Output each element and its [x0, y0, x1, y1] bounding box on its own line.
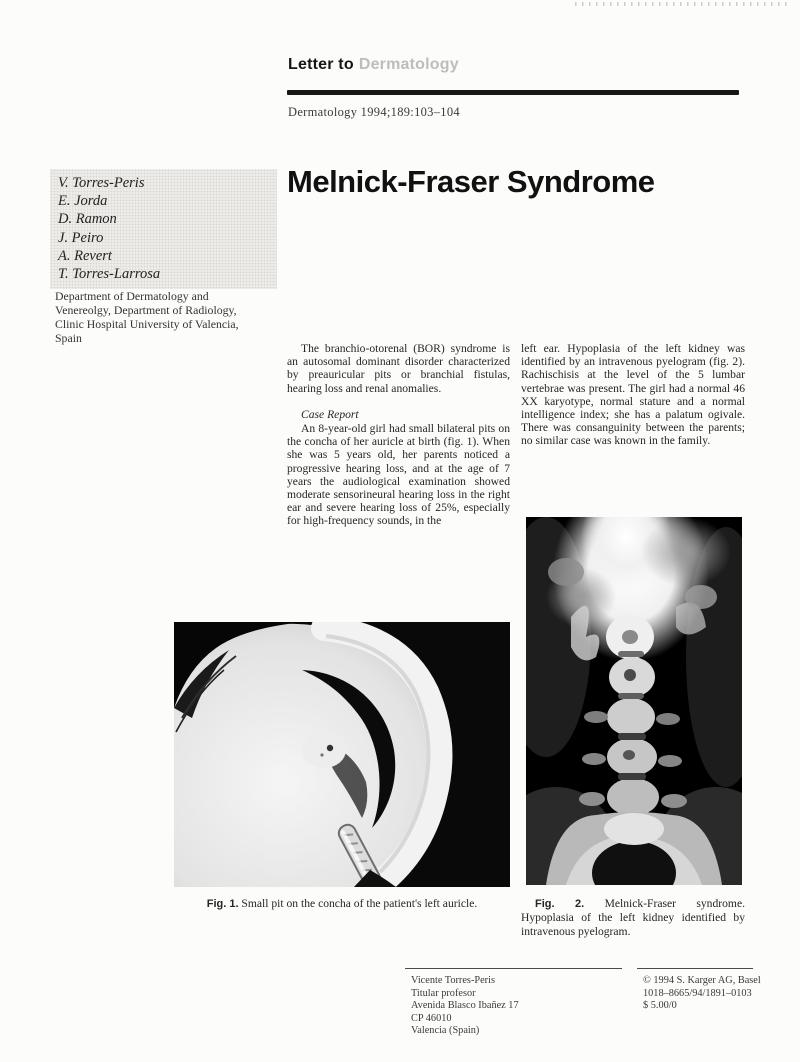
- affiliation-line: Venereolgy, Department of Radiology,: [55, 303, 237, 317]
- author-name: V. Torres-Peris: [58, 175, 145, 191]
- copyright-line: 1018–8665/94/1891–0103: [643, 987, 752, 999]
- ear-pit: [302, 732, 346, 768]
- correspondence-line: CP 46010: [411, 1012, 452, 1024]
- fig1-label: Fig. 1.: [206, 898, 239, 910]
- journal-name-label: Dermatology: [358, 56, 459, 73]
- author-name: T. Torres-Larrosa: [58, 266, 161, 283]
- case-report-heading: Case Report: [301, 407, 359, 421]
- header-rule: [287, 90, 739, 95]
- affiliation-line: Department of Dermatology and: [55, 289, 209, 303]
- correspondence-block: [405, 968, 622, 1038]
- author-name: E. Jorda: [58, 193, 108, 210]
- letter-to-label: Letter to: [288, 56, 354, 73]
- fig2-caption-text: Melnick-Fraser syndrome. Hypoplasia of the left kidney identified by intravenous pyelogram.: [521, 897, 745, 938]
- journal-citation: Dermatology 1994;189:103–104: [288, 105, 460, 119]
- copyright-block: [637, 968, 762, 1013]
- fig1-ear-photo: [174, 622, 510, 887]
- affiliation-line: Spain: [55, 331, 82, 345]
- fig1-caption: [174, 897, 510, 910]
- fig2-xray-image: [526, 517, 742, 885]
- case-report-paragraph: An 8-year-old girl had small bilateral pits on the concha of her auricle at birth (fig. 1). When she was 5 years old, her parents noticed a progressive hearing loss, and at the age of 7 years the audiological examination showed moderate sensorineural hearing loss in the right ear and severe hearing loss of 25%, especially for high-frequency sounds, in the: [287, 422, 510, 528]
- correspondence-line: Valencia (Spain): [411, 1025, 480, 1037]
- fig2-label: Fig. 2.: [535, 898, 585, 910]
- footer-rule: [405, 968, 622, 969]
- intro-paragraph: The branchio-otorenal (BOR) syndrome is an autosomal dominant disorder characterized by preauricular pits or branchial fistulas, hearing loss and renal anomalies.: [287, 342, 510, 395]
- correspondence-line: Avenida Blasco Ibañez 17: [411, 1000, 519, 1012]
- author-name: J. Peiro: [58, 229, 104, 246]
- author-name: D. Ramon: [58, 211, 117, 228]
- fig1-caption-text: Small pit on the concha of the patient's left auricle.: [241, 897, 478, 910]
- copyright-line: © 1994 S. Karger AG, Basel: [643, 975, 761, 986]
- author-list: [50, 169, 277, 289]
- correspondence-line: Vicente Torres-Peris: [411, 975, 495, 986]
- fig2-caption: [521, 897, 745, 938]
- scan-speckle-artifact: [575, 2, 790, 6]
- footer-rule: [637, 968, 753, 969]
- article-title: Melnick-Fraser Syndrome: [287, 164, 655, 199]
- author-name: A. Revert: [58, 247, 112, 264]
- column2-paragraph: left ear. Hypoplasia of the left kidney was identified by an intravenous pyelogram (fig. 2). Rachischisis at the level of the 5 lumbar vertebrae was present. The girl had a normal 46 XX karyotype, normal stature and a normal intelligence index; she has a palatum ogivale. There was consanguinity between the parents; no similar case was known in the family.: [521, 342, 745, 448]
- section-heading: [288, 56, 459, 74]
- affiliation: [55, 289, 285, 345]
- body-column-1: [287, 342, 510, 528]
- affiliation-line: Clinic Hospital University of Valencia,: [55, 317, 239, 331]
- body-column-2: [521, 342, 745, 448]
- correspondence-line: Titular profesor: [411, 987, 476, 999]
- copyright-line: $ 5.00/0: [643, 1000, 677, 1012]
